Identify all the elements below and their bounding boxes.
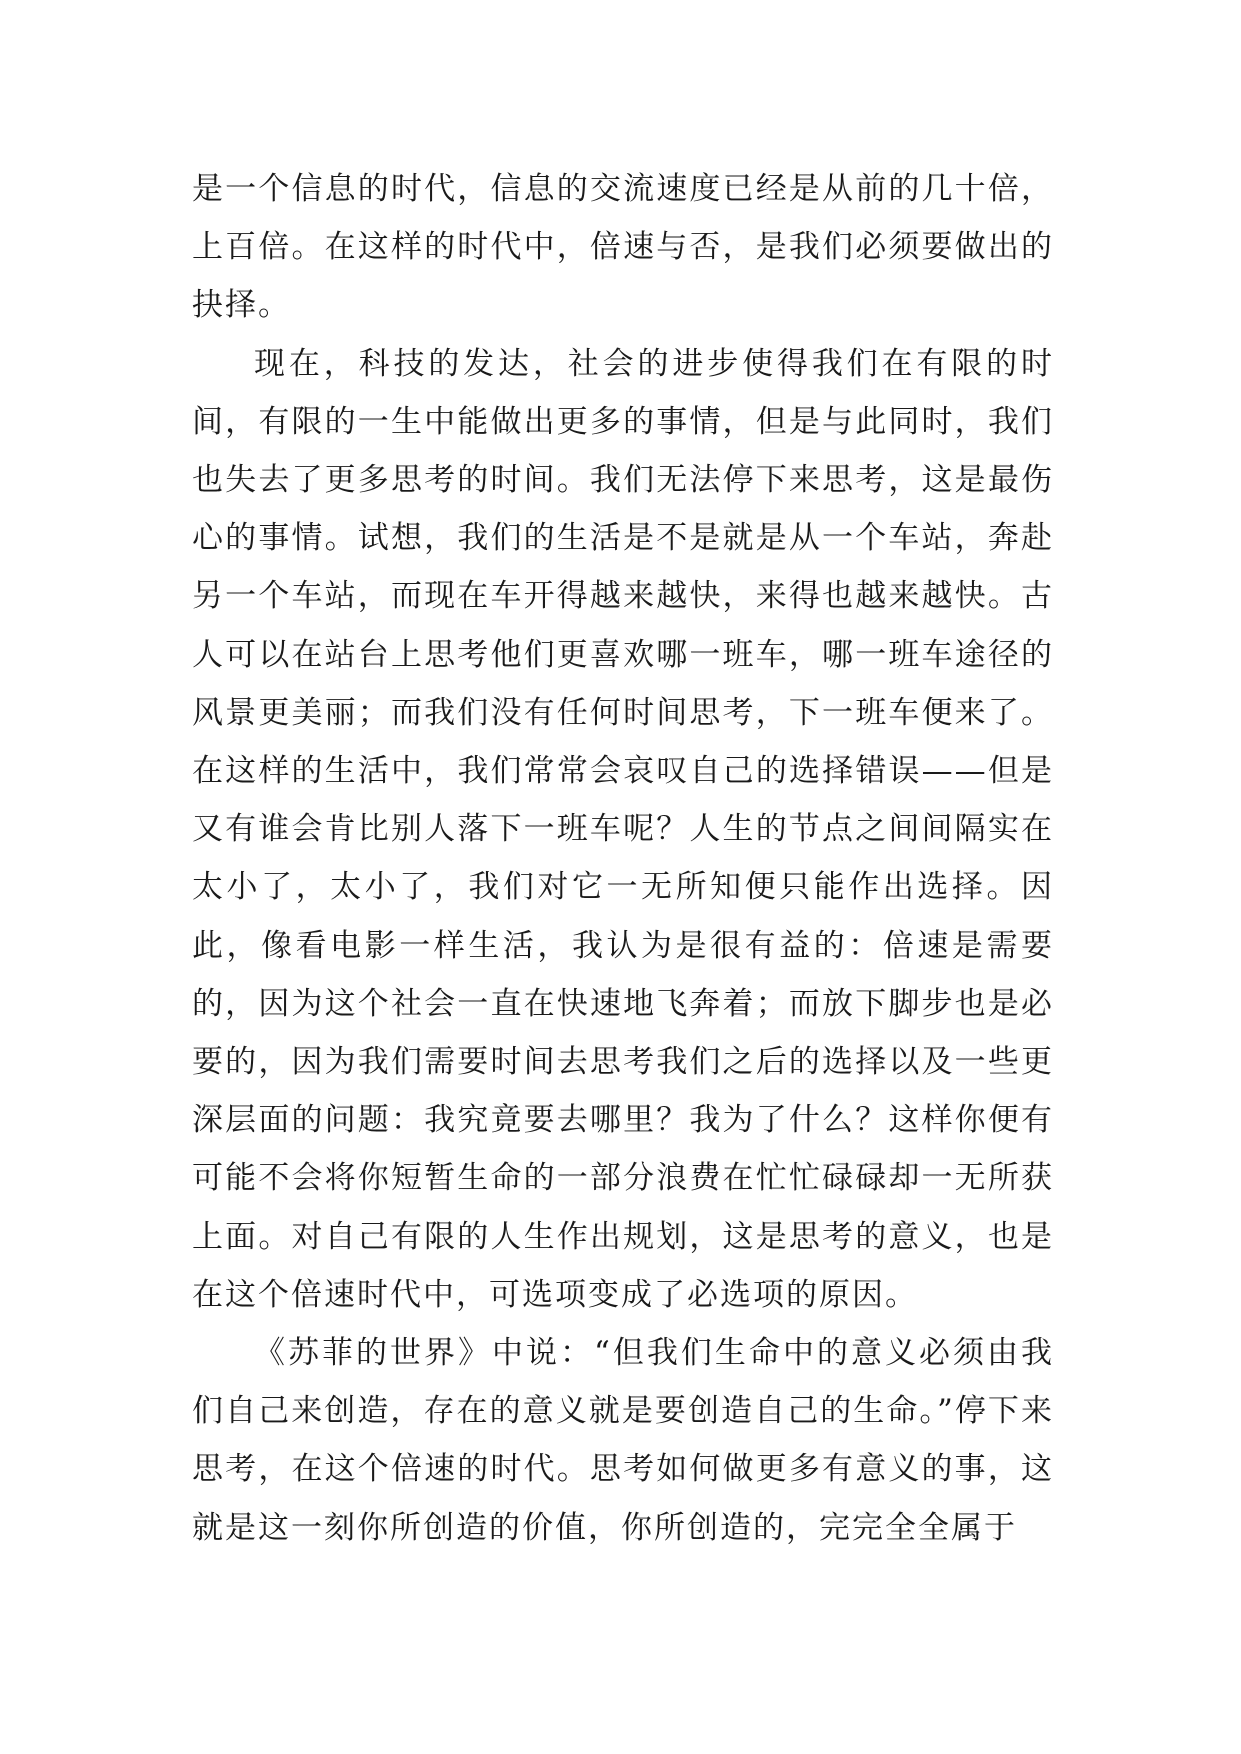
paragraph-technology-thinking: 现在，科技的发达，社会的进步使得我们在有限的时间，有限的一生中能做出更多的事情，但是与此同时，我们也失去了更多思考的时间。我们无法停下来思考，这是最伤心的事情。试想，我们的生活是不是就是从一个车站，奔赴另一个车站，而现在车开得越来越快，来得也越来越快。古人可以在站台上思考他们更喜欢哪一班车，哪一班车途径的风景更美丽；而我们没有任何时间思考，下一班车便来了。在这样的生活中，我们常常会哀叹自己的选择错误——但是又有谁会肯比别人落下一班车呢？人生的节点之间间隔实在太小了，太小了，我们对它一无所知便只能作出选择。因此，像看电影一样生活，我认为是很有益的：倍速是需要的，因为这个社会一直在快速地飞奔着；而放下脚步也是必要的，因为我们需要时间去思考我们之后的选择以及一些更深层面的问题：我究竟要去哪里？我为了什么？这样你便有可能不会将你短暂生命的一部分浪费在忙忙碌碌却一无所获上面。对自己有限的人生作出规划，这是思考的意义，也是在这个倍速时代中，可选项变成了必选项的原因。: [192, 345, 1054, 1313]
essay-body: [192, 160, 1054, 1557]
paragraph-sophies-world-quote: 《苏菲的世界》中说：“但我们生命中的意义必须由我们自己来创造，存在的意义就是要创造自己的生命。”停下来思考，在这个倍速的时代。思考如何做更多有意义的事，这就是这一刻你所创造的价值，你所创造的，完完全全属于: [192, 1335, 1054, 1546]
paragraph-continued: 是一个信息的时代，信息的交流速度已经是从前的几十倍，上百倍。在这样的时代中，倍速与否，是我们必须要做出的抉择。: [192, 171, 1054, 324]
